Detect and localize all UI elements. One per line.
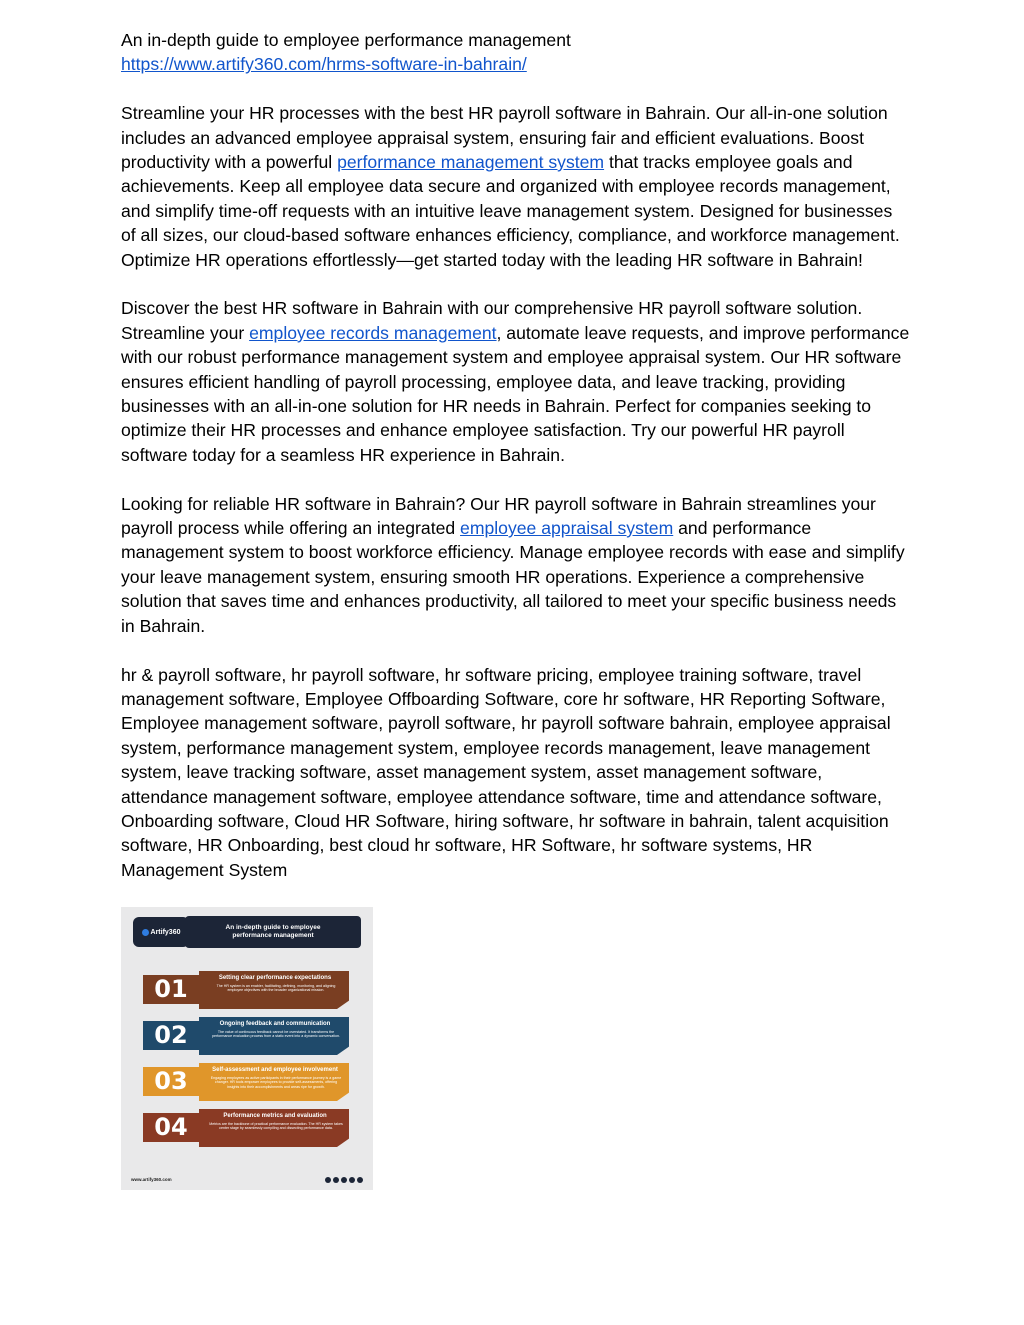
infographic-step: [143, 971, 353, 1009]
step-number: 01: [143, 975, 199, 1004]
step-description: Metrics are the backbone of practical performance evaluation. The HR system takes center stage by seamlessly compiling and dissecting performance data.: [209, 1122, 343, 1131]
instagram-icon: [333, 1177, 339, 1183]
youtube-icon: [357, 1177, 363, 1183]
document-title: An in-depth guide to employee performance management: [121, 30, 571, 50]
social-icons: [325, 1177, 363, 1183]
step-description: Engaging employees as active participants in their performance journey is a game changer. HR tools empower employees to provide self-assessments, offering insights into their accomplishments and areas ripe for growth.: [210, 1076, 342, 1089]
infographic-title: An in-depth guide to employee performance management: [185, 916, 361, 948]
step-title: Setting clear performance expectations: [218, 975, 332, 981]
facebook-icon: [325, 1177, 331, 1183]
paragraph-2: Discover the best HR software in Bahrain with our comprehensive HR payroll software solution. Streamline your employee records management, automate leave requests, and improve performance with our robust performance management system and employee appraisal system. Our HR software ensures efficient handling of payroll processing, employee data, and leave tracking, providing businesses with an all-in-one solution for HR needs in Bahrain. Perfect for companies seeking to optimize their HR processes and enhance employee satisfaction. Try our powerful HR payroll software today for a seamless HR experience in Bahrain.: [121, 298, 910, 465]
employee-records-link[interactable]: employee records management: [249, 322, 497, 343]
step-title: Performance metrics and evaluation: [223, 1113, 327, 1119]
source-link[interactable]: https://www.artify360.com/hrms-software-in-bahrain/: [121, 54, 527, 75]
document-body: [121, 28, 911, 882]
infographic-step: [143, 1109, 353, 1147]
linkedin-icon: [349, 1177, 355, 1183]
infographic-image: [121, 907, 373, 1190]
keywords-paragraph: hr & payroll software, hr payroll software, hr software pricing, employee training software, travel management software, Employee Offboarding Software, core hr software, HR Reporting Software, Employee management software, payroll software, hr payroll software bahrain, employee appraisal system, performance management system, employee records management, leave management system, leave tracking software, asset management system, asset management software, attendance management software, employee attendance software, time and attendance software, Onboarding software, Cloud HR Software, hiring software, hr software in bahrain, talent acquisition software, HR Onboarding, best cloud hr software, HR Software, hr software systems, HR Management System: [121, 664, 891, 880]
step-number: 04: [143, 1113, 199, 1142]
employee-appraisal-link[interactable]: employee appraisal system: [460, 518, 674, 539]
paragraph-3: Looking for reliable HR software in Bahrain? Our HR payroll software in Bahrain streamlines your payroll process while offering an integrated employee appraisal system and performance management system to boost workforce efficiency. Manage employee records with ease and simplify your leave management system, ensuring smooth HR operations. Experience a comprehensive solution that saves time and enhances productivity, all tailored to meet your specific business needs in Bahrain.: [121, 493, 905, 636]
paragraph-1: Streamline your HR processes with the best HR payroll software in Bahrain. Our all-in-one solution includes an advanced employee appraisal system, ensuring fair and efficient evaluations. Boost productivity with a powerful performance management system that tracks employee goals and achievements. Keep all employee data secure and organized with employee records management, and simplify time-off requests with an intuitive leave management system. Designed for businesses of all sizes, our cloud-based software enhances efficiency, compliance, and workforce management. Optimize HR operations effortlessly—get started today with the leading HR software in Bahrain!: [121, 103, 900, 270]
step-description: The HR system is an enabler, facilitating, defining, monitoring, and aligning employee objectives with the broader organizational mission.: [216, 984, 336, 993]
step-title: Ongoing feedback and communication: [219, 1021, 331, 1027]
performance-management-link[interactable]: performance management system: [337, 152, 605, 173]
infographic-step: [143, 1017, 353, 1055]
artify360-logo: Artify360: [133, 917, 189, 947]
logo-mark-icon: [142, 929, 149, 936]
infographic-step: [143, 1063, 353, 1101]
step-number: 03: [143, 1067, 199, 1096]
step-number: 02: [143, 1021, 199, 1050]
step-description: The value of continuous feedback cannot be overstated. It transforms the performance evaluation process from a static event into a dynamic conversation.: [211, 1030, 341, 1039]
twitter-icon: [341, 1177, 347, 1183]
step-title: Self-assessment and employee involvement: [212, 1067, 338, 1073]
infographic-footer-url: www.artify360.com: [131, 1177, 172, 1182]
